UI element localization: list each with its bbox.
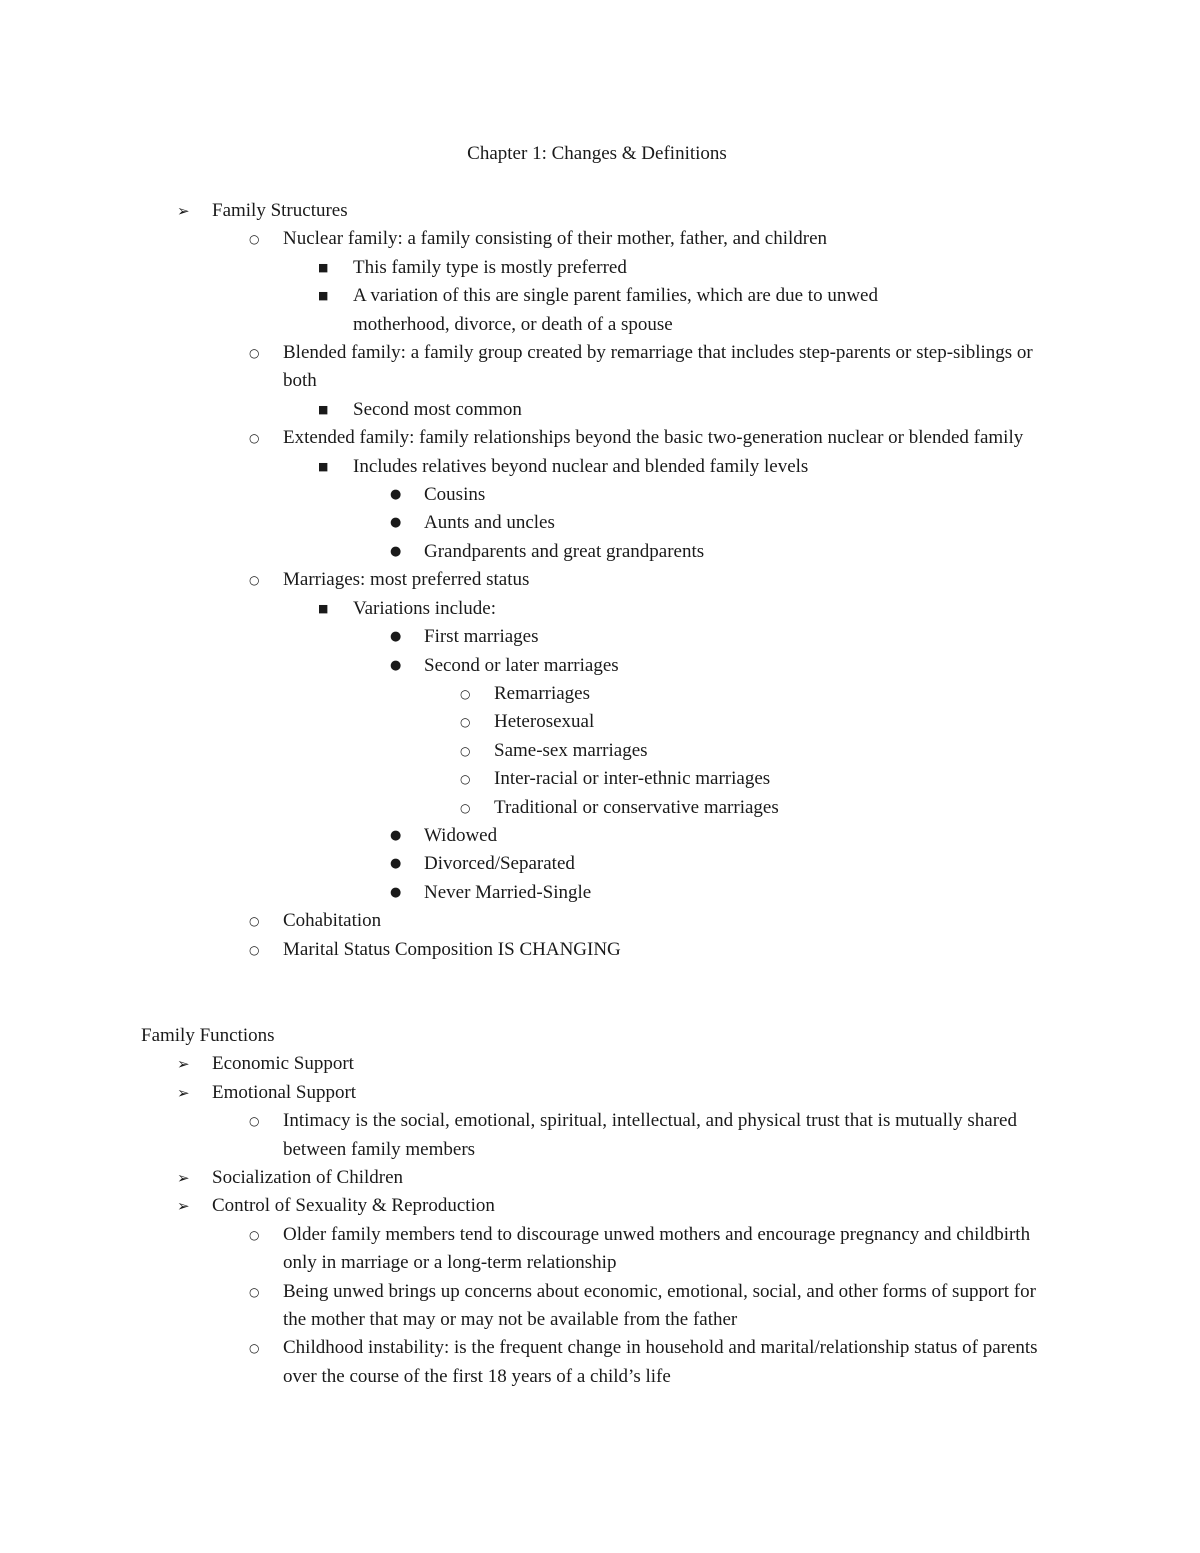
list-item-marital-status: [0, 936, 1200, 964]
nuclear-family-text: Nuclear family: a family consisting of their mother, father, and children: [283, 228, 828, 250]
list-item-cohabitation: [0, 907, 1200, 935]
list-item-extended-family: [0, 424, 1200, 452]
second-common-text: Second most common: [353, 398, 522, 420]
heterosexual-text: Heterosexual: [494, 711, 595, 733]
single-parent-text: A variation of this are single parent families, which are due to unwed motherhood, divorce, or death of a spouse: [353, 285, 878, 335]
dot-bullet-icon: ●: [390, 543, 402, 559]
list-item-being-unwed: [0, 1278, 1200, 1335]
list-item-divorced: [0, 850, 1200, 878]
inter-racial-text: Inter-racial or inter-ethnic marriages: [494, 768, 771, 790]
square-bullet-icon: ■: [318, 402, 329, 416]
list-item-remarriages: [0, 680, 1200, 708]
dot-bullet-icon: ●: [390, 487, 402, 503]
square-bullet-icon: ■: [318, 601, 329, 615]
first-marriages-text: First marriages: [424, 626, 539, 648]
circle-bullet-icon: ○: [249, 346, 260, 361]
list-item-nuclear-preferred: [0, 254, 1200, 282]
variations-text: Variations include:: [353, 597, 496, 619]
intimacy-text: Intimacy is the social, emotional, spiritual, intellectual, and physical trust that is mutually shared between family members: [283, 1110, 1017, 1160]
list-item-second-marriages: [0, 652, 1200, 680]
dot-bullet-icon: ●: [390, 856, 402, 872]
list-item-same-sex: [0, 737, 1200, 765]
list-item-intimacy: [0, 1107, 1200, 1164]
family-structures-heading: Family Structures: [212, 200, 348, 221]
arrow-bullet-icon: ➢: [177, 1083, 190, 1102]
grandparents-text: Grandparents and great grandparents: [424, 540, 705, 562]
circle-bullet-icon: ○: [249, 1341, 260, 1356]
list-item-nuclear-family: [0, 225, 1200, 253]
list-item-second-common: [0, 396, 1200, 424]
list-item-first-marriages: [0, 623, 1200, 651]
list-item-marriages: [0, 566, 1200, 594]
marital-status-text: Marital Status Composition IS CHANGING: [283, 938, 621, 960]
divorced-text: Divorced/Separated: [424, 853, 575, 875]
list-item-relatives: [0, 453, 1200, 481]
square-bullet-icon: ■: [318, 459, 329, 473]
list-item-traditional: [0, 794, 1200, 822]
emotional-support-text: Emotional Support: [212, 1081, 357, 1103]
list-item-heterosexual: [0, 708, 1200, 736]
list-item-older-members: [0, 1221, 1200, 1278]
circle-bullet-icon: ○: [249, 914, 260, 929]
childhood-instability-text: Childhood instability: is the frequent change in household and marital/relationship status of parents over the course of the first 18 years of a child’s life: [283, 1337, 1038, 1387]
family-functions-heading: Family Functions: [141, 1025, 275, 1046]
circle-bullet-icon: ○: [460, 743, 471, 758]
second-marriages-text: Second or later marriages: [424, 654, 619, 676]
aunts-uncles-text: Aunts and uncles: [424, 512, 555, 534]
widowed-text: Widowed: [424, 824, 498, 846]
list-item-widowed: [0, 822, 1200, 850]
same-sex-text: Same-sex marriages: [494, 739, 648, 761]
family-structures-section: [0, 197, 1200, 964]
control-sexuality-text: Control of Sexuality & Reproduction: [212, 1195, 495, 1217]
square-bullet-icon: ■: [318, 289, 329, 303]
dot-bullet-icon: ●: [390, 515, 402, 531]
list-item-single-parent: [0, 282, 1200, 339]
economic-support-text: Economic Support: [212, 1053, 354, 1075]
list-item-family-structures: [0, 197, 1200, 225]
list-item-grandparents: [0, 538, 1200, 566]
circle-bullet-icon: ○: [249, 1284, 260, 1299]
circle-bullet-icon: ○: [460, 772, 471, 787]
list-item-never-married: [0, 879, 1200, 907]
dot-bullet-icon: ●: [390, 629, 402, 645]
being-unwed-text: Being unwed brings up concerns about economic, emotional, social, and other forms of support for the mother that may or may not be available from the father: [283, 1280, 1036, 1331]
nuclear-preferred-text: This family type is mostly preferred: [353, 256, 627, 278]
relatives-text: Includes relatives beyond nuclear and blended family levels: [353, 455, 809, 477]
traditional-text: Traditional or conservative marriages: [494, 796, 779, 818]
list-item-control-sexuality: [0, 1192, 1200, 1220]
arrow-bullet-icon: ➢: [177, 202, 190, 220]
circle-bullet-icon: ○: [249, 942, 260, 957]
never-married-text: Never Married-Single: [424, 881, 592, 903]
family-functions-list: [0, 1050, 1200, 1391]
cousins-text: Cousins: [424, 484, 486, 506]
arrow-bullet-icon: ➢: [177, 1169, 190, 1188]
list-item-emotional-support: [0, 1079, 1200, 1107]
list-item-economic-support: [0, 1050, 1200, 1078]
marriages-text: Marriages: most preferred status: [283, 569, 530, 591]
list-item-inter-racial: [0, 765, 1200, 793]
older-members-text: Older family members tend to discourage unwed mothers and encourage pregnancy and childbirth only in marriage or a long-term relationship: [283, 1223, 1031, 1274]
arrow-bullet-icon: ➢: [177, 1197, 190, 1216]
arrow-bullet-icon: ➢: [177, 1055, 190, 1074]
extended-family-text: Extended family: family relationships beyond the basic two-generation nuclear or blended family: [283, 427, 1024, 449]
cohabitation-text: Cohabitation: [283, 910, 382, 932]
list-item-aunts-uncles: [0, 509, 1200, 537]
page-title: Chapter 1: Changes & Definitions: [467, 143, 727, 164]
list-item-socialization: [0, 1164, 1200, 1192]
dot-bullet-icon: ●: [390, 884, 402, 900]
list-item-variations: [0, 595, 1200, 623]
remarriages-text: Remarriages: [494, 682, 591, 704]
circle-bullet-icon: ○: [249, 1114, 260, 1129]
circle-bullet-icon: ○: [249, 232, 260, 247]
square-bullet-icon: ■: [318, 260, 329, 274]
circle-bullet-icon: ○: [249, 1227, 260, 1242]
circle-bullet-icon: ○: [460, 800, 471, 815]
list-item-blended-family: [0, 339, 1200, 396]
circle-bullet-icon: ○: [460, 715, 471, 730]
dot-bullet-icon: ●: [390, 827, 402, 843]
list-item-childhood-instability: [0, 1334, 1200, 1391]
list-item-cousins: [0, 481, 1200, 509]
circle-bullet-icon: ○: [249, 431, 260, 446]
circle-bullet-icon: ○: [460, 686, 471, 701]
circle-bullet-icon: ○: [249, 573, 260, 588]
socialization-text: Socialization of Children: [212, 1167, 404, 1189]
blended-family-text: Blended family: a family group created by remarriage that includes step-parents or step-siblings or both: [283, 342, 1033, 392]
dot-bullet-icon: ●: [390, 657, 402, 673]
